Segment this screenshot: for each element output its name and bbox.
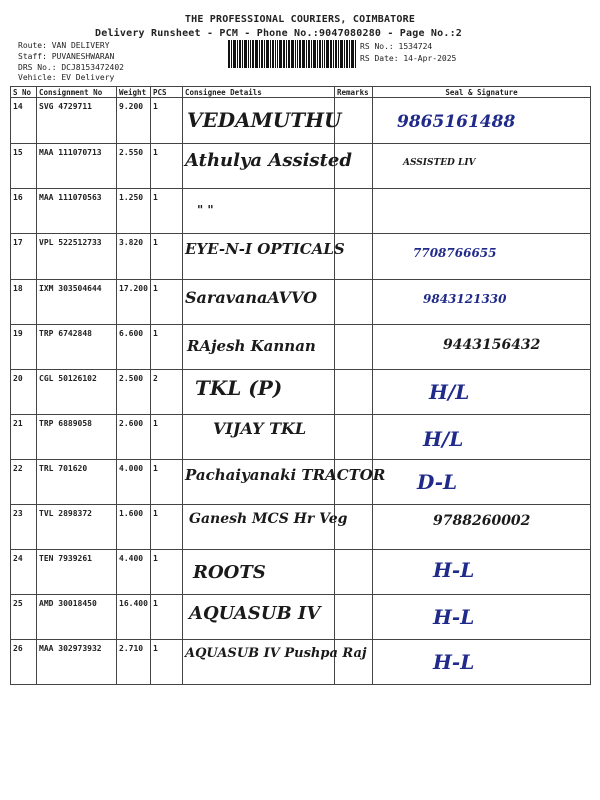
cell-consignment: CGL 50126102 (37, 370, 117, 415)
cell-consignee (183, 505, 348, 550)
cell-sno: 14 (11, 98, 37, 144)
cell-consignee (183, 370, 335, 415)
table-row (11, 550, 591, 595)
cell-signature (373, 325, 591, 370)
cell-pcs: 1 (151, 98, 183, 144)
consignee-handwriting: Athulya Assisted (185, 150, 352, 171)
table-row (11, 640, 591, 685)
cell-weight: 17.200 (117, 280, 151, 325)
cell-weight: 1.250 (117, 189, 151, 234)
cell-pcs: 1 (151, 640, 183, 685)
consignee-handwriting: TKL (P) (195, 376, 283, 400)
cell-consignment: TRL 701620 (37, 460, 117, 505)
consignee-handwriting: VEDAMUTHU (187, 108, 342, 132)
table-row (11, 234, 591, 280)
consignee-handwriting: Ganesh MCS Hr Veg (189, 511, 348, 527)
cell-signature (373, 550, 591, 595)
cell-consignee (183, 189, 335, 234)
cell-sno: 20 (11, 370, 37, 415)
rs-date: RS Date: 14-Apr-2025 (360, 54, 457, 63)
cell-remarks (335, 595, 373, 640)
consignee-handwriting: Pachaiyanaki TRACTOR (185, 466, 386, 484)
cell-remarks (335, 144, 373, 189)
barcode-image (228, 40, 356, 68)
cell-pcs: 1 (151, 505, 183, 550)
cell-pcs: 1 (151, 460, 183, 505)
cell-signature (373, 234, 591, 280)
cell-signature (373, 98, 591, 144)
runsheet-subtitle: Delivery Runsheet - PCM - Phone No.:9047080280 - Page No.:2 (95, 28, 463, 39)
cell-sno: 17 (11, 234, 37, 280)
table-row (11, 370, 591, 415)
cell-consignment: TVL 2898372 (37, 505, 117, 550)
cell-consignee (183, 325, 335, 370)
cell-remarks (335, 189, 373, 234)
cell-consignment: MAA 111070563 (37, 189, 117, 234)
consignee-handwriting: SaravanaAVVO (185, 288, 318, 307)
cell-signature (373, 370, 591, 415)
cell-consignee (183, 280, 335, 325)
cell-remarks (335, 98, 373, 144)
cell-pcs: 1 (151, 234, 183, 280)
cell-weight: 4.400 (117, 550, 151, 595)
header-consignment-no: Consignment No (37, 87, 117, 98)
cell-signature (373, 144, 591, 189)
cell-pcs: 1 (151, 550, 183, 595)
cell-signature (373, 460, 591, 505)
cell-sno: 21 (11, 415, 37, 460)
cell-remarks (335, 280, 373, 325)
cell-pcs: 1 (151, 189, 183, 234)
cell-remarks (335, 550, 373, 595)
signature-handwriting: H-L (433, 650, 475, 674)
cell-weight: 2.550 (117, 144, 151, 189)
signature-handwriting: 9843121330 (423, 292, 507, 306)
cell-sno: 23 (11, 505, 37, 550)
cell-consignee (183, 550, 335, 595)
cell-signature (373, 280, 591, 325)
cell-sno: 18 (11, 280, 37, 325)
cell-consignee (183, 640, 367, 685)
signature-handwriting: H-L (433, 605, 475, 629)
cell-signature (373, 189, 591, 234)
table-row (11, 144, 591, 189)
cell-signature (373, 640, 591, 685)
cell-weight: 3.820 (117, 234, 151, 280)
table-row (11, 460, 591, 505)
consignee-handwriting: AQUASUB IV (189, 603, 321, 624)
cell-consignee (183, 460, 386, 505)
header-remarks: Remarks (335, 87, 373, 98)
cell-consignment: TEN 7939261 (37, 550, 117, 595)
table-header-row (11, 87, 591, 98)
cell-sno: 25 (11, 595, 37, 640)
consignee-handwriting: VIJAY TKL (213, 419, 307, 438)
cell-remarks (335, 460, 373, 505)
staff-label: Staff: PUVANESHWARAN (18, 52, 115, 61)
signature-handwriting: D-L (417, 470, 458, 494)
cell-pcs: 2 (151, 370, 183, 415)
rs-number: RS No.: 1534724 (360, 42, 433, 51)
signature-handwriting: 9788260002 (433, 513, 531, 529)
cell-weight: 4.000 (117, 460, 151, 505)
cell-pcs: 1 (151, 325, 183, 370)
cell-pcs: 1 (151, 415, 183, 460)
consignee-handwriting: " " (197, 203, 214, 217)
cell-consignee (183, 144, 352, 189)
runsheet-table (10, 86, 591, 685)
cell-consignment: MAA 111070713 (37, 144, 117, 189)
company-title: THE PROFESSIONAL COURIERS, COIMBATORE (184, 14, 416, 25)
cell-consignment: VPL 522512733 (37, 234, 117, 280)
table-row (11, 505, 591, 550)
cell-consignment: SVG 4729711 (37, 98, 117, 144)
cell-consignment: MAA 302973932 (37, 640, 117, 685)
signature-handwriting: ASSISTED LIV (403, 158, 476, 168)
cell-consignee (183, 98, 342, 144)
header-consignee: Consignee Details (183, 87, 335, 98)
cell-consignment: IXM 303504644 (37, 280, 117, 325)
cell-remarks (335, 640, 373, 685)
cell-consignment: TRP 6742848 (37, 325, 117, 370)
cell-signature (373, 595, 591, 640)
cell-remarks (335, 505, 373, 550)
table-row (11, 98, 591, 144)
table-row (11, 415, 591, 460)
cell-sno: 19 (11, 325, 37, 370)
signature-handwriting: H/L (429, 380, 470, 404)
vehicle-label: Vehicle: EV Delivery (18, 73, 115, 82)
cell-weight: 1.600 (117, 505, 151, 550)
table-row (11, 280, 591, 325)
table-row (11, 595, 591, 640)
table-row (11, 325, 591, 370)
cell-consignment: AMD 30018450 (37, 595, 117, 640)
route-label: Route: VAN DELIVERY (18, 41, 110, 50)
cell-sno: 15 (11, 144, 37, 189)
consignee-handwriting: RAjesh Kannan (187, 337, 316, 355)
header-seal-signature: Seal & Signature (373, 87, 591, 98)
signature-handwriting: H-L (433, 558, 475, 582)
cell-weight: 16.400 (117, 595, 151, 640)
signature-handwriting: 9443156432 (443, 337, 541, 353)
cell-sno: 24 (11, 550, 37, 595)
header-sno: S No (11, 87, 37, 98)
cell-consignee (183, 415, 335, 460)
cell-remarks (335, 234, 373, 280)
signature-handwriting: 7708766655 (413, 246, 497, 260)
signature-handwriting: 9865161488 (397, 112, 516, 132)
consignee-handwriting: ROOTS (193, 562, 266, 583)
cell-pcs: 1 (151, 595, 183, 640)
cell-remarks (335, 370, 373, 415)
cell-pcs: 1 (151, 280, 183, 325)
cell-weight: 2.710 (117, 640, 151, 685)
cell-signature (373, 415, 591, 460)
cell-consignee (183, 595, 335, 640)
consignee-handwriting: AQUASUB IV Pushpa Raj (185, 646, 367, 661)
header-weight: Weight (117, 87, 151, 98)
table-row (11, 189, 591, 234)
cell-consignee (183, 234, 345, 280)
cell-remarks (335, 415, 373, 460)
cell-sno: 16 (11, 189, 37, 234)
cell-consignment: TRP 6889058 (37, 415, 117, 460)
cell-sno: 26 (11, 640, 37, 685)
cell-weight: 9.200 (117, 98, 151, 144)
cell-weight: 2.500 (117, 370, 151, 415)
cell-sno: 22 (11, 460, 37, 505)
cell-weight: 6.600 (117, 325, 151, 370)
header-pcs: PCS (151, 87, 183, 98)
consignee-handwriting: EYE-N-I OPTICALS (185, 240, 345, 258)
cell-pcs: 1 (151, 144, 183, 189)
drs-label: DRS No.: DCJ8153472402 (18, 63, 124, 72)
cell-remarks (335, 325, 373, 370)
cell-weight: 2.600 (117, 415, 151, 460)
signature-handwriting: H/L (423, 427, 464, 451)
cell-signature (373, 505, 591, 550)
